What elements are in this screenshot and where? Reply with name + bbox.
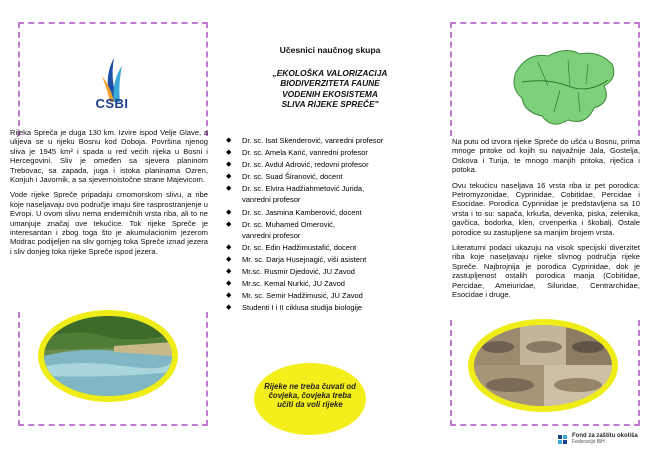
right-paragraph-2: Ovu tekućicu naseljava 16 vrsta riba iz pet porodica: Petromyzonidae, Cyprinidae, Cobitidae, Percidae i Esocidae. Porodica Cyprinidae je predstavljena sa 10 vrsta i to su: sapača, krkuša, deverika, piska, zelenika, gavčica, bodorka, klen, crvenperka i škobalj. Ostale porodice su zastupljene sa manjim brojem vrsta. xyxy=(452,180,640,237)
logo-text: CSBI xyxy=(95,96,129,111)
list-item: ◆ Dr. sc. Suad Širanović, docent xyxy=(226,172,343,182)
quote-oval xyxy=(254,363,366,435)
conference-title-line: BIODIVERZITETA FAUNE xyxy=(280,78,380,89)
list-item: ◆ Dr. sc. Avdul Adrović, redovni profesor xyxy=(226,160,369,170)
list-item: ◆ Mr.sc. Rusmir Djedović, JU Zavod xyxy=(226,267,355,277)
list-item: ◆ Dr. sc. Amela Karić, vanredni profesor xyxy=(226,148,368,158)
river-photo xyxy=(44,316,172,396)
list-item: ◆ Mr. sc. Semir Hadžimusić, JU Zavod xyxy=(226,291,363,301)
right-panel xyxy=(448,22,644,422)
list-item: vanredni profesor xyxy=(242,230,301,240)
right-text xyxy=(452,137,640,306)
footer-org-name: Fond za zaštitu okoliša xyxy=(572,433,638,439)
list-item: ◆ Dr. sc. Jasmina Kamberović, docent xyxy=(226,207,362,217)
list-item: vanredni profesor xyxy=(242,195,301,205)
fund-logo-icon xyxy=(558,435,568,445)
list-item: ◆ Dr. sc. Muhamed Omerović, xyxy=(226,219,335,229)
list-item: ◆ Studenti I i II ciklusa studija biologije xyxy=(226,303,363,313)
fish-photo-oval xyxy=(468,319,618,412)
participants-list xyxy=(226,137,446,316)
river-photo-oval xyxy=(38,310,178,402)
left-text xyxy=(10,128,208,262)
right-paragraph-3: Literaturni podaci ukazuju na visok specijski diverzitet riba koje naseljavaju rijeke slivnog područja rijeke Spreče. Najbrojnija je porodica Cyprinidae, dok je zastupljenost ostalih porodica manja (Cobitidae, Percidae, Ameiuridae, Siluridae, Centrarchidae, Esocidae i druge. xyxy=(452,243,640,300)
list-item: ◆ Mr. sc. Darja Husejnagić, viši asistent xyxy=(226,254,367,264)
participants-title: Učesnici naučnog skupa xyxy=(279,45,381,55)
middle-panel xyxy=(214,22,446,422)
list-item: ◆ Dr. sc. Isat Skenderović, vanredni profesor xyxy=(226,136,384,145)
left-paragraph-2: Vode rijeke Spreče pripadaju crnomorskom slivu, a ribe koje naseljavaju ovo područje imaju šire rasprostranjenje u Evropi. U ovom slivu nema endemičnih vrsta riba, ali to ne umanjuje značaj ove tekućice. Tok rijeke Spreče je interesantan i zbog toga što je akumulacionim jezerom Modrac podijeljen na sliv gornjeg toka Spreče iznad jezera i sliv donjeg toka rijeke Spreče ispod jezera. xyxy=(10,190,208,256)
right-paragraph-1: Na putu od izvora rijeke Spreče do ušća u Bosnu, prima mnoge pritoke od kojih su najvažnije Jala, Gostelja, Oskova i Turija, te mnogo manjih pritoka, riječica i potoka. xyxy=(452,137,640,175)
conference-title xyxy=(214,68,446,110)
list-item: ◆ Dr. sc. Elvira Hadžiahmetović Jurida, xyxy=(226,184,365,194)
fish-photo xyxy=(474,325,612,406)
left-paragraph-1: Rijeka Spreča je duga 130 km. Izvire ispod Velje Glave, a ulijeva se u rijeku Bosnu kod Doboja. Površina njenog sliva je 1945 km² i spada u red većih rijeka u Bosni i Hercegovini. Sliv je omeđen sa sjevera planinom Trebovac, sa zapada, juga i istoka planinama Ozren, Konjuh i Javornik, a sa sjevernoistočne strane Majevicom. xyxy=(10,128,208,185)
list-item: ◆ Mr.sc. Kemal Nurkić, JU Zavod xyxy=(226,279,345,289)
river-basin-map-icon xyxy=(508,42,620,132)
footer-logo xyxy=(572,433,638,445)
conference-title-line: „EKOLOŠKA VALORIZACIJA xyxy=(272,68,388,78)
conference-title-line: SLIVA RIJEKE SPREČE" xyxy=(281,99,379,110)
list-item: ◆ Dr. sc. Edin Hadžimustafić, docent xyxy=(226,242,357,252)
footer-org-sub: Federacije BiH xyxy=(572,439,605,445)
conference-title-line: VODENIH EKOSISTEMA xyxy=(282,88,378,99)
left-panel xyxy=(6,22,211,422)
quote-text: Rijeke ne treba čuvati od čovjeka, čovjeka treba učiti da voli rijeke xyxy=(264,382,356,409)
